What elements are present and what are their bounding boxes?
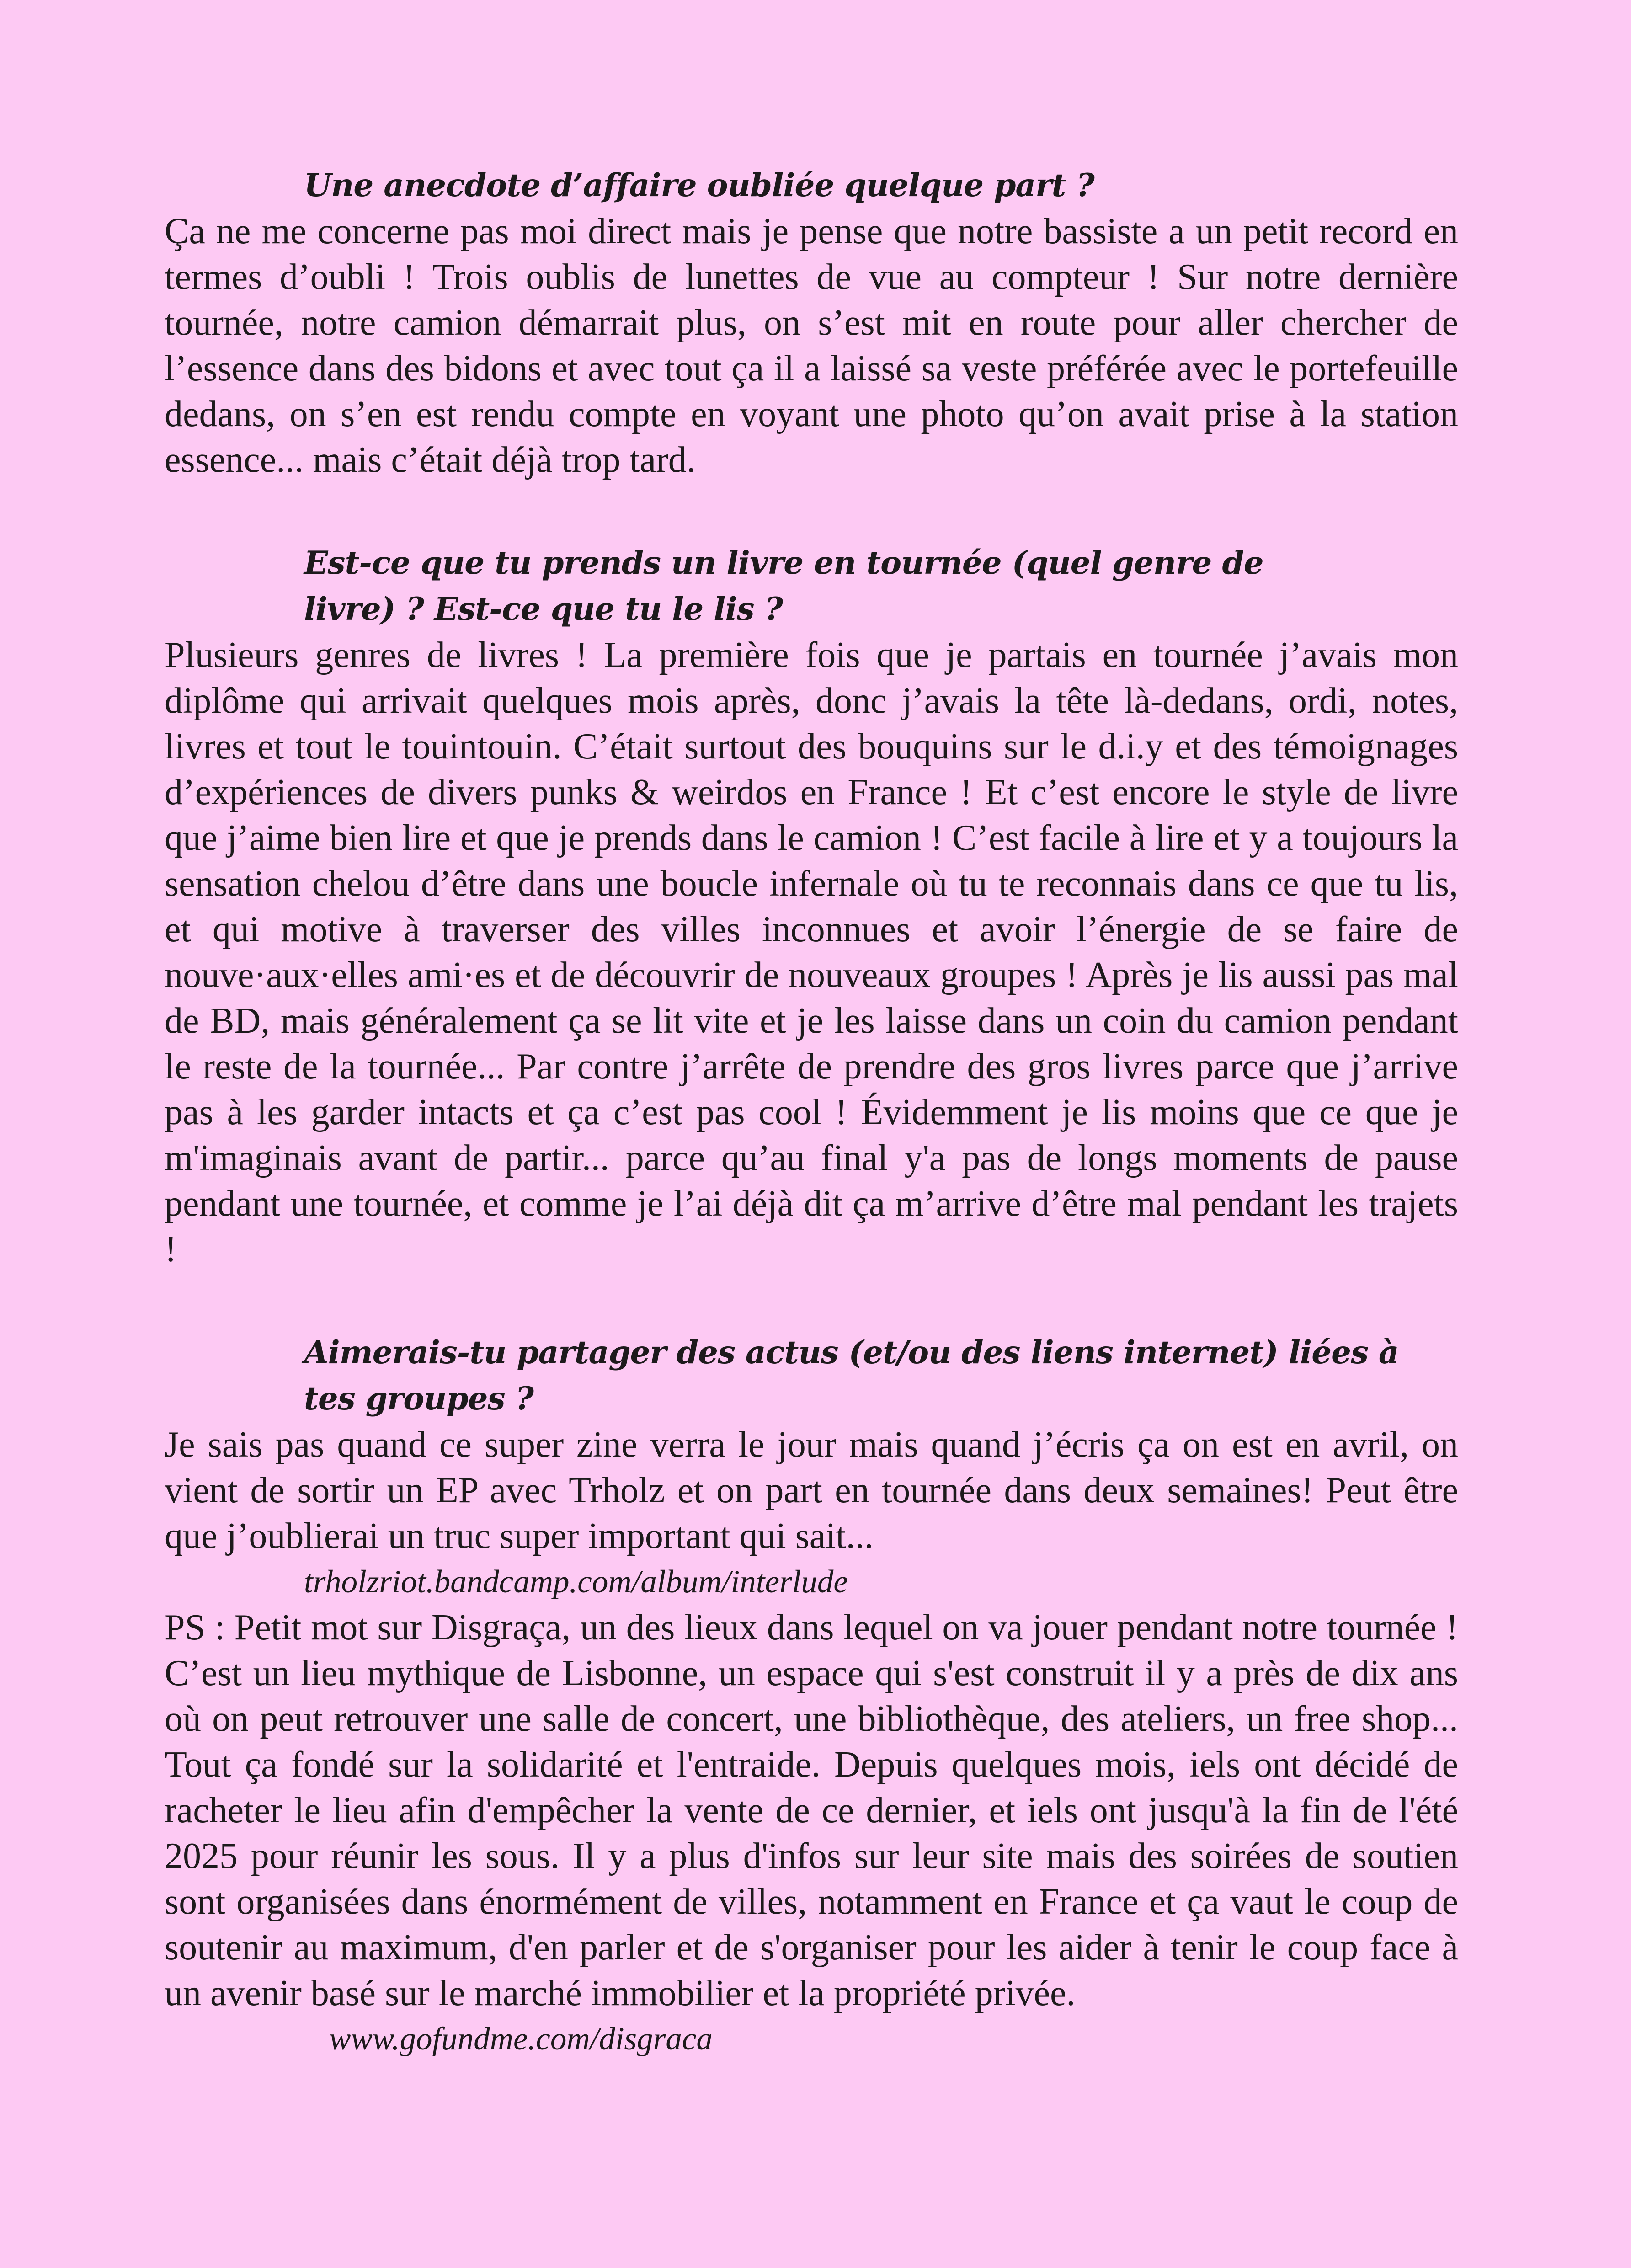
ps-paragraph: PS : Petit mot sur Disgraça, un des lieux dans lequel on va jouer pendant notre tournée ! C’est un lieu mythique de Lisbonne, un espace qui s'est construit il y a près de dix ans où on peut retrouver une salle de concert, une bibliothèque, des ateliers, un free shop... Tout ça fondé sur la solidarité et l'entraide. Depuis quelques mois, iels ont décidé de racheter le lieu afin d'empêcher la vente de ce dernier, et iels ont jusqu'à la fin de l'été 2025 pour réunir les sous. Il y a plus d'infos sur leur site mais des soirées de soutien sont organisées dans énormément de villes, notamment en France et ça vaut le coup de soutenir au maximum, d'en parler et de s'organiser pour les aider à tenir le coup face à un avenir basé sur le marché immobilier et la propriété privée. [165, 1607, 1458, 2013]
section-band-news [165, 1329, 1458, 2062]
answer-paragraph: Ça ne me concerne pas moi direct mais je pense que notre bassiste a un petit record en termes d’oubli ! Trois oublis de lunettes de vue au compteur ! Sur notre dernière tournée, notre camion démarrait plus, on s’est mit en route pour aller chercher de l’essence dans des bidons et avec tout ça il a laissé sa veste préférée avec le portefeuille dedans, on s’en est rendu compte en voyant une photo qu’on avait prise à la station essence... mais c’était déjà trop tard. [165, 211, 1458, 480]
question-heading: Est-ce que tu prends un livre en tournée (quel genre de livre) ? Est-ce que tu le lis ? [304, 544, 1263, 628]
gofundme-link[interactable]: www.gofundme.com/disgraca [329, 2021, 713, 2057]
section-forgotten-item [165, 162, 1458, 483]
section-books-on-tour [165, 540, 1458, 1272]
question-heading: Aimerais-tu partager des actus (et/ou des liens internet) liées à tes groupes ? [304, 1334, 1399, 1417]
zine-page [165, 162, 1458, 2119]
bandcamp-link[interactable]: trholzriot.bandcamp.com/album/interlude [304, 1564, 848, 1600]
question-heading: Une anecdote d’affaire oubliée quelque part ? [304, 167, 1094, 204]
answer-paragraph: Je sais pas quand ce super zine verra le jour mais quand j’écris ça on est en avril, on vient de sortir un EP avec Trholz et on part en tournée dans deux semaines! Peut être que j’oublierai un truc super important qui sait... [165, 1425, 1458, 1556]
answer-paragraph: Plusieurs genres de livres ! La première fois que je partais en tournée j’avais mon diplôme qui arrivait quelques mois après, donc j’avais la tête là-dedans, ordi, notes, livres et tout le touintouin. C’était surtout des bouquins sur le d.i.y et des témoignages d’expériences de divers punks & weirdos en France ! Et c’est encore le style de livre que j’aime bien lire et que je prends dans le camion ! C’est facile à lire et y a toujours la sensation chelou d’être dans une boucle infernale où tu te reconnais dans ce que tu lis, et qui motive à traverser des villes inconnues et avoir l’énergie de se faire de nouve·aux·elles ami·es et de découvrir de nouveaux groupes ! Après je lis aussi pas mal de BD, mais généralement ça se lit vite et je les laisse dans un coin du camion pendant le reste de la tournée... Par contre j’arrête de prendre des gros livres parce que j’arrive pas à les garder intacts et ça c’est pas cool ! Évidemment je lis moins que ce que je m'imaginais avant de partir... parce qu’au final y'a pas de longs moments de pause pendant une tournée, et comme je l’ai déjà dit ça m’arrive d’être mal pendant les trajets ! [165, 635, 1458, 1270]
